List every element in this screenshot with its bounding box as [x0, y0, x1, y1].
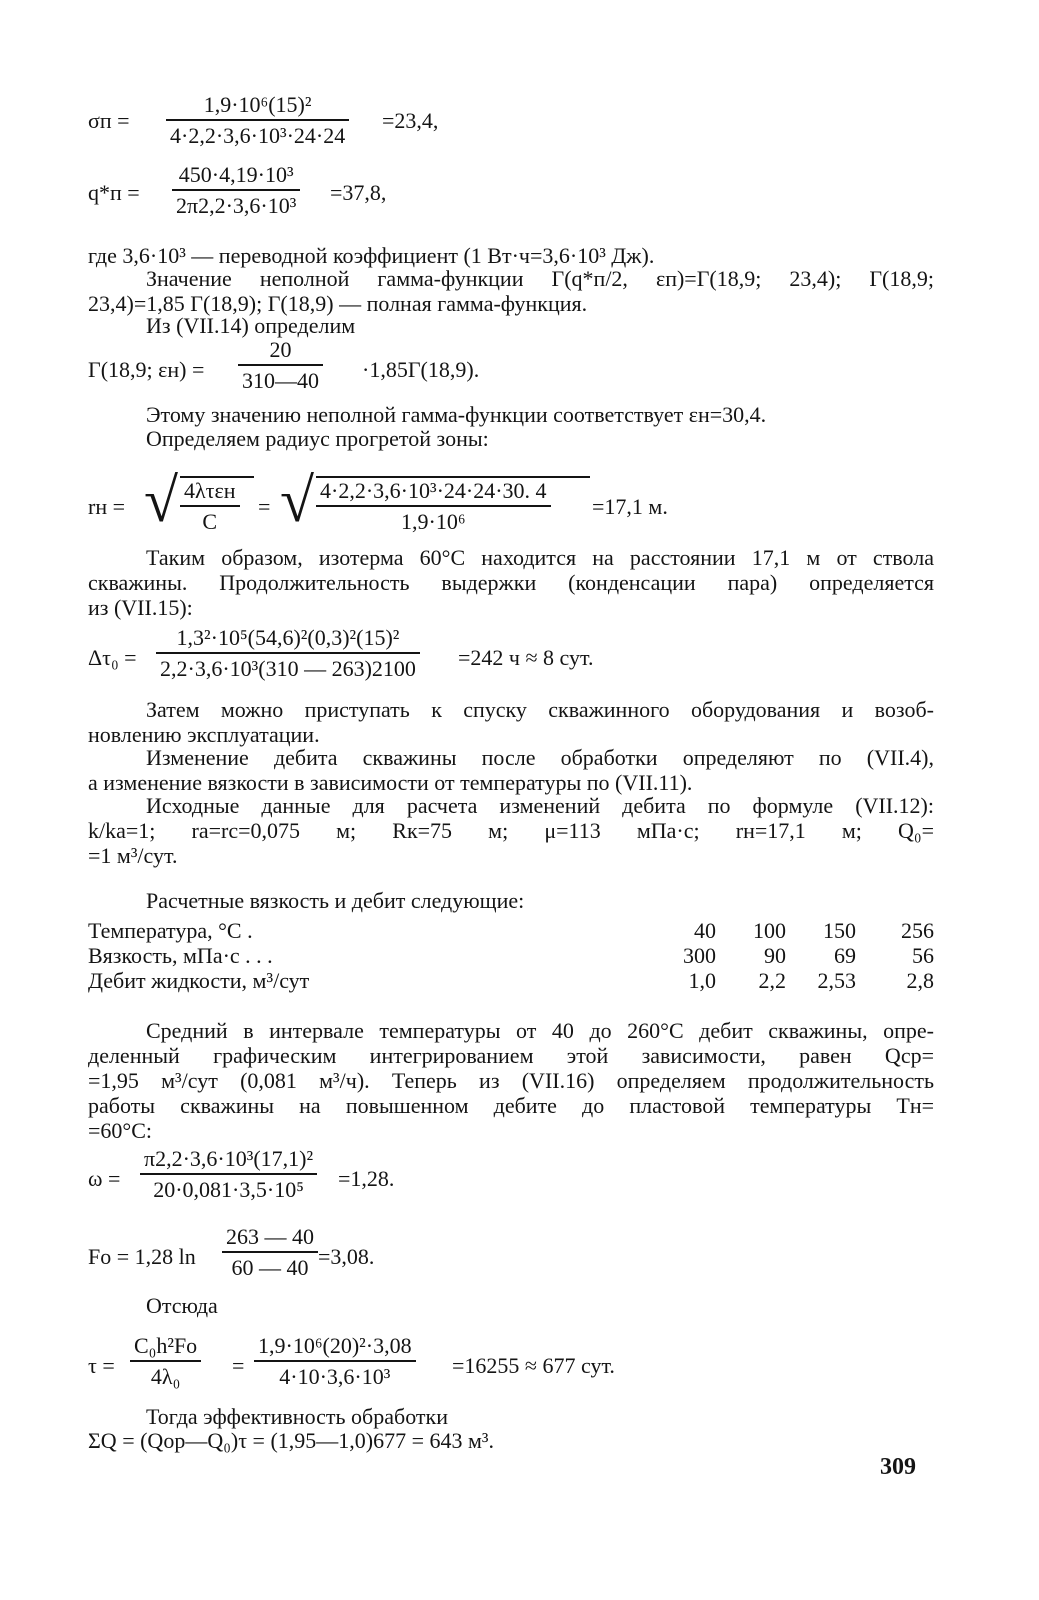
table-row-label: Вязкость, мПа·с . . .	[88, 943, 273, 968]
formula-q-numerator: 450·4,19·10³	[172, 162, 300, 191]
table-cell: 2,2	[758, 968, 786, 993]
formula-sigma-fraction	[166, 92, 349, 148]
paragraph-input-data	[88, 793, 934, 868]
formula-q-fraction	[172, 162, 300, 218]
table-row	[88, 918, 934, 943]
table-cell: 150	[823, 918, 856, 943]
formula-gamma-fraction	[238, 337, 323, 393]
text-line: работы скважины на повышенном дебите до пластовой температуры Tн=	[88, 1093, 934, 1118]
formula-radius-fraction	[316, 478, 551, 534]
paragraph-rate-change	[88, 745, 934, 795]
table-cell: 69	[834, 943, 856, 968]
sqrt-icon: √	[144, 467, 179, 535]
formula-omega-denominator: 20·0,081·3,5·10⁵	[153, 1177, 304, 1202]
paragraph-define	[88, 313, 934, 338]
formula-radius-inner-fraction	[180, 478, 240, 534]
formula-tau-denominator-1: 4λ₀	[150, 1364, 181, 1389]
text-line: Из (VII.14) определим	[146, 313, 356, 338]
formula-sigma-denominator: 4·2,2·3,6·10³·24·24	[170, 123, 346, 148]
formula-dtau-numerator: 1,3²·10⁵(54,6)²(0,3)²(15)²	[156, 625, 420, 654]
formula-sigma-numerator: 1,9·10⁶(15)²	[166, 92, 349, 121]
formula-radius-result: =17,1 м.	[592, 494, 668, 519]
paragraph-average-rate	[88, 1018, 934, 1143]
table-row-label: Температура, °C .	[88, 918, 253, 943]
formula-dtau-fraction	[156, 625, 420, 681]
formula-tau-equals: =	[232, 1353, 245, 1378]
paragraph-equipment	[88, 697, 934, 747]
sqrt-icon: √	[280, 467, 315, 535]
text-line: Отсюда	[146, 1293, 218, 1318]
text-line: где 3,6·10³ — переводной коэффициент (1 Вт·ч=3,6·10³ Дж).	[88, 243, 655, 268]
paragraph-epsilon	[88, 402, 934, 427]
formula-omega-fraction	[140, 1146, 317, 1202]
formula-gamma-lhs: Г(18,9; εн) =	[88, 357, 205, 382]
formula-gamma-denominator: 310—40	[242, 368, 319, 393]
paragraph-table-intro	[88, 888, 934, 913]
formula-q-denominator: 2π2,2·3,6·10³	[176, 193, 297, 218]
text-line: 23,4)=1,85 Г(18,9); Г(18,9) — полная гамма-функция.	[88, 291, 588, 316]
text-line: Исходные данные для расчета изменений дебита по формуле (VII.12):	[146, 793, 934, 818]
formula-dtau-lhs: Δτ₀ =	[88, 645, 137, 670]
text-line: Значение неполной гамма-функции Г(q*п/2, εп)=Г(18,9; 23,4); Г(18,9;	[146, 266, 934, 291]
table-row	[88, 943, 934, 968]
table-cell: 256	[901, 918, 934, 943]
table-cell: 100	[753, 918, 786, 943]
formula-omega-result: =1,28.	[338, 1166, 395, 1191]
formula-radius-inner-numerator: 4λτεн	[180, 478, 240, 507]
text-line: Расчетные вязкость и дебит следующие:	[146, 888, 525, 913]
text-line: деленный графическим интегрированием этой зависимости, равен Qср=	[88, 1043, 934, 1068]
text-line: Тогда эффективность обработки	[146, 1404, 448, 1429]
text-line: Средний в интервале температуры от 40 до 260°C дебит скважины, опре-	[146, 1018, 934, 1043]
text-line: из (VII.15):	[88, 595, 193, 620]
text-line: =1,95 м³/сут (0,081 м³/ч). Теперь из (VII.16) определяем продолжительность	[88, 1068, 934, 1093]
table-row	[88, 968, 934, 993]
paragraph-coefficient-note	[88, 243, 934, 268]
formula-total-q: ΣQ = (Qор—Q₀)τ = (1,95—1,0)677 = 643 м³.	[88, 1428, 495, 1453]
text-line: а изменение вязкости в зависимости от температуры по (VII.11).	[88, 770, 693, 795]
paragraph-gamma-value	[88, 266, 934, 316]
formula-dtau-result: =242 ч ≈ 8 сут.	[458, 645, 594, 670]
page-number: 309	[880, 1454, 916, 1480]
table-cell: 2,8	[906, 968, 934, 993]
formula-tau-numerator-2: 1,9·10⁶(20)²·3,08	[254, 1333, 416, 1362]
formula-tau-fraction-1	[130, 1333, 201, 1389]
paragraph-isotherm	[88, 545, 934, 620]
text-line: новлению эксплуатации.	[88, 722, 320, 747]
table-cell: 56	[912, 943, 934, 968]
formula-radius-inner-denominator: C	[202, 509, 218, 534]
text-line: Затем можно приступать к спуску скважинного оборудования и возоб-	[146, 697, 934, 722]
table-cell: 40	[694, 918, 716, 943]
text-line: скважины. Продолжительность выдержки (конденсации пара) определяется	[88, 570, 934, 595]
table-cell: 90	[764, 943, 786, 968]
table-cell: 2,53	[817, 968, 856, 993]
text-line: Изменение дебита скважины после обработки определяют по (VII.4),	[146, 745, 934, 770]
formula-fo-result: =3,08.	[318, 1244, 375, 1269]
formula-q-result: =37,8,	[330, 180, 387, 205]
formula-fo-numerator: 263 — 40	[222, 1224, 318, 1253]
text-line: Определяем радиус прогретой зоны:	[146, 426, 489, 451]
results-table	[88, 918, 934, 993]
formula-tau-fraction-2	[254, 1333, 416, 1389]
table-cell: 1,0	[688, 968, 716, 993]
formula-gamma-result: ·1,85Г(18,9).	[362, 357, 480, 382]
text-line: k/kа=1; rа=rс=0,075 м; Rк=75 м; μ=113 мПа·с; rн=17,1 м; Q₀=	[88, 818, 934, 843]
formula-omega-lhs: ω =	[88, 1166, 121, 1191]
table-row-label: Дебит жидкости, м³/сут	[88, 968, 310, 993]
formula-tau-result: =16255 ≈ 677 сут.	[452, 1353, 615, 1378]
formula-fo-lhs: Fo = 1,28 ln	[88, 1244, 196, 1269]
text-line: Этому значению неполной гамма-функции соответствует εн=30,4.	[146, 402, 767, 427]
formula-radius-denominator: 1,9·10⁶	[401, 509, 466, 534]
formula-fo-fraction	[222, 1224, 318, 1280]
formula-q-lhs: q*п =	[88, 180, 140, 205]
formula-radius-lhs: rн =	[88, 494, 126, 519]
formula-gamma-numerator: 20	[238, 337, 323, 366]
table-cell: 300	[683, 943, 716, 968]
paragraph-radius-intro	[88, 426, 934, 451]
paragraph-efficiency	[88, 1404, 934, 1429]
formula-tau-denominator-2: 4·10·3,6·10³	[279, 1364, 391, 1389]
formula-sigma-result: =23,4,	[382, 108, 439, 133]
text-line: Таким образом, изотерма 60°C находится на расстоянии 17,1 м от ствола	[146, 545, 934, 570]
formula-radius-numerator: 4·2,2·3,6·10³·24·24·30. 4	[316, 478, 551, 507]
formula-radius-equals: =	[258, 494, 271, 519]
paragraph-hence	[88, 1293, 934, 1318]
formula-sigma-lhs: σп =	[88, 108, 130, 133]
formula-tau-numerator-1: C₀h²Fo	[130, 1333, 201, 1362]
formula-fo-denominator: 60 — 40	[231, 1255, 309, 1280]
formula-dtau-denominator: 2,2·3,6·10³(310 — 263)2100	[160, 656, 416, 681]
text-line: =1 м³/сут.	[88, 843, 178, 868]
formula-tau-lhs: τ =	[88, 1353, 115, 1378]
formula-omega-numerator: π2,2·3,6·10³(17,1)²	[140, 1146, 317, 1175]
text-line: =60°C:	[88, 1118, 152, 1143]
